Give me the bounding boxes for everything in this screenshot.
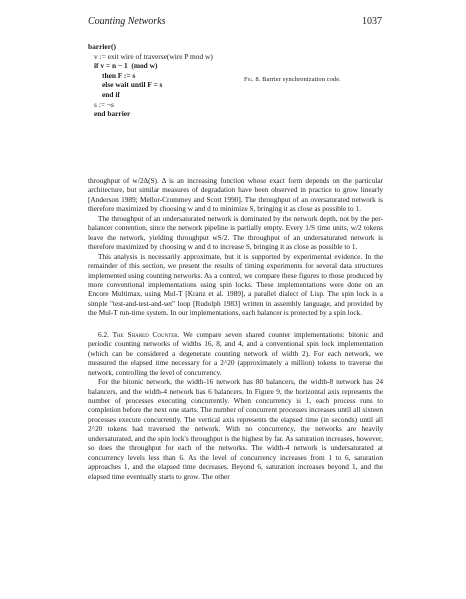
code-line: barrier() [88, 42, 116, 51]
page-number: 1037 [362, 16, 382, 27]
code-line: if v = n − 1 (mod w) [94, 61, 158, 71]
body-text [88, 176, 383, 481]
paragraph: For the bitonic network, the width-16 network has 80 balancers, the width-8 network has 24 balancers, and the width-4 network has 6 balancers. In Figure 9, the horizontal axis represents the number of processes executing concurrently. When concurrency is 1, each process runs to completion before the next one starts. The number of concurrent processes increases until all sixteen processes execute concurrently. The vertical axis represents the elapsed time (in seconds) until all 2^20 tokens had traversed the network. With no concurrency, the networks are heavily undersaturated, and the spin lock's throughput is the highest by far. As saturation increases, however, so does the throughput for each of the networks. The width-4 network is undersaturated at concurrency levels less than 6. As the level of concurrency increases from 1 to 6, saturation approaches 1, and the elapsed time decreases. Beyond 6, saturation increases beyond 1, and the elapsed time eventually starts to grow. The other [88, 377, 383, 481]
section-paragraph-text: We compare seven shared counter implementations: bitonic and periodic counting networks of widths 16, 8, and 4, and a conventional spin lock implementation (which can be considered a degenerate counting network of width 2). For each network, we measured the elapsed time necessary for a 2^20 (approximately a million) tokens to traverse the network, controlling the level of concurrency. [88, 329, 384, 377]
code-line: v := exit wire of traverse(wire P mod w) [94, 51, 213, 61]
page-header [88, 16, 382, 30]
figure-label: Fig. 8. [244, 76, 261, 83]
code-line: then F := s [102, 70, 136, 80]
paragraph: throughput of w/2Δ(S). Δ is an increasing function whose exact form depends on the particular architecture, but similar measures of degradation have been observed in practice to grow linearly [Anderson 1989; Mellor-Crummey and Scott 1990]. The throughput of an oversaturated network is therefore maximized by choosing w and d to minimize S, bringing it as close as possible to 1. [88, 176, 383, 214]
code-line: end barrier [94, 109, 131, 119]
section-paragraph [88, 330, 383, 377]
code-line: s := ¬s [94, 99, 114, 109]
figure-caption-text: Barrier synchronization code. [262, 76, 341, 83]
running-title: Counting Networks [88, 16, 166, 27]
code-line: end if [102, 89, 120, 99]
paragraph: This analysis is necessarily approximate, but it is supported by experimental evidence. In the remainder of this section, we present the results of timing experiments for several data structures implemented using counting networks. As a control, we compare these figures to those produced by more conventional implementations using spin locks. These implementations were done on an Encore Multimax, using Mul-T [Kranz et al. 1989], a parallel dialect of Lisp. The spin lock is a simple "test-and-test-and-set" loop [Rudolph 1983] written in assembly language, and provided by the Mul-T run-time system. In our implementations, each balancer is protected by a spin lock. [88, 251, 383, 318]
section-heading: 6.2. The Shared Counter. [98, 329, 180, 339]
paragraph: The throughput of an undersaturated network is dominated by the network depth, not by the per-balancer contention, since the network pipeline is partially empty. Every 1/S time units, w/2 tokens leave the network, yielding throughput wS/2. The throughput of an undersaturated network is therefore maximized by choosing w and d to increase S, bringing it as close as possible to 1. [88, 213, 383, 252]
figure-caption [244, 76, 341, 83]
code-line: else wait until F = s [102, 80, 163, 90]
